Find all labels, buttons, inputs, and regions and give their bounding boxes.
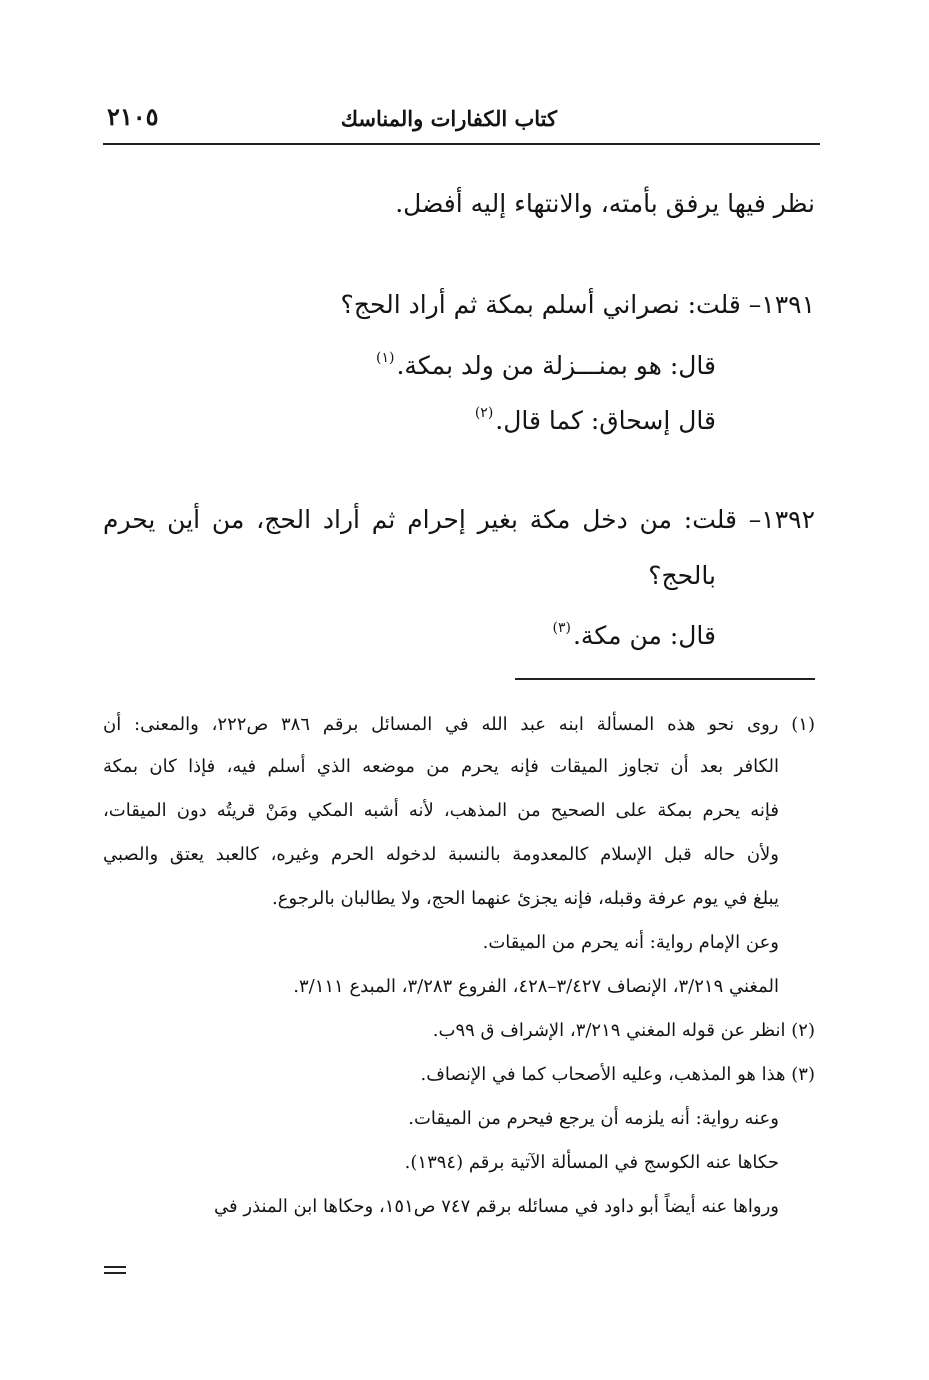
header-rule (103, 143, 820, 145)
footnote-rule (515, 678, 815, 680)
footnote-ref-1[interactable]: (١) (376, 350, 395, 366)
footnote-line: يبلغ في يوم عرفة وقبله، فإنه يجزئ عنهما الحج، ولا يطالبان بالرجوع. (272, 888, 779, 909)
footnote-line: الكافر بعد أن تجاوز الميقات فإنه يحرم من موضعه الذي أسلم فيه، فإذا كان بمكة (103, 756, 779, 777)
footnote-ref-2[interactable]: (٢) (474, 405, 494, 421)
question-1392-line-2: بالحج؟ (648, 561, 716, 590)
footnote-line: وعنه رواية: أنه يلزمه أن يرجع فيحرم من الميقات. (408, 1108, 779, 1129)
footnote-line: المغني ٣/٢١٩، الإنصاف ٣/٤٢٧–٤٢٨، الفروع ٣/٢٨٣، المبدع ٣/١١١. (293, 976, 779, 997)
body-line-continuation: نظر فيها يرفق بأمته، والانتهاء إليه أفضل. (395, 189, 815, 218)
footnote-line: (٢) انظر عن قوله المغني ٣/٢١٩، الإشراف ق ٩٩ب. (432, 1020, 815, 1041)
ishaq-1391-text: قال إسحاق: كما قال. (495, 406, 716, 435)
footnote-line: ورواها عنه أيضاً أبو داود في مسائله برقم ٧٤٧ ص١٥١، وحكاها ابن المنذر في (214, 1196, 779, 1217)
answer-1391-text: قال: هو بمنـــزلة من ولد بمكة. (396, 351, 716, 380)
footnote-line: (٣) هذا هو المذهب، وعليه الأصحاب كما في الإنصاف. (420, 1064, 815, 1085)
answer-1391 (376, 338, 716, 378)
page-number: ٢١٠٥ (107, 102, 159, 131)
footnote-ref-3[interactable]: (٣) (552, 620, 571, 636)
question-1391: ١٣٩١– قلت: نصراني أسلم بمكة ثم أراد الحج؟ (340, 290, 815, 319)
header-title: كتاب الكفارات والمناسك (340, 106, 557, 131)
ishaq-1391 (475, 393, 716, 433)
footnote-line: ولأن حاله قبل الإسلام كالمعدومة بالنسبة لدخوله الحرم وغيره، كالعبد يعتق والصبي (103, 844, 779, 865)
question-1392-line-1: ١٣٩٢– قلت: من دخل مكة بغير إحرام ثم أراد الحج، من أين يحرم (103, 505, 815, 534)
answer-1392 (553, 608, 717, 648)
continuation-mark (104, 1266, 126, 1274)
answer-1392-text: قال: من مكة. (572, 621, 716, 650)
footnote-line: حكاها عنه الكوسج في المسألة الآتية برقم (١٣٩٤). (404, 1152, 779, 1173)
footnote-line: وعن الإمام رواية: أنه يحرم من الميقات. (482, 932, 779, 953)
footnote-line: فإنه يحرم بمكة على الصحيح من المذهب، لأنه أشبه المكي ومَنْ قريتُه دون الميقات، (103, 800, 779, 821)
footnote-line: (١) روى نحو هذه المسألة ابنه عبد الله في المسائل برقم ٣٨٦ ص٢٢٢، والمعنى: أن (103, 714, 815, 735)
running-header (103, 100, 820, 140)
